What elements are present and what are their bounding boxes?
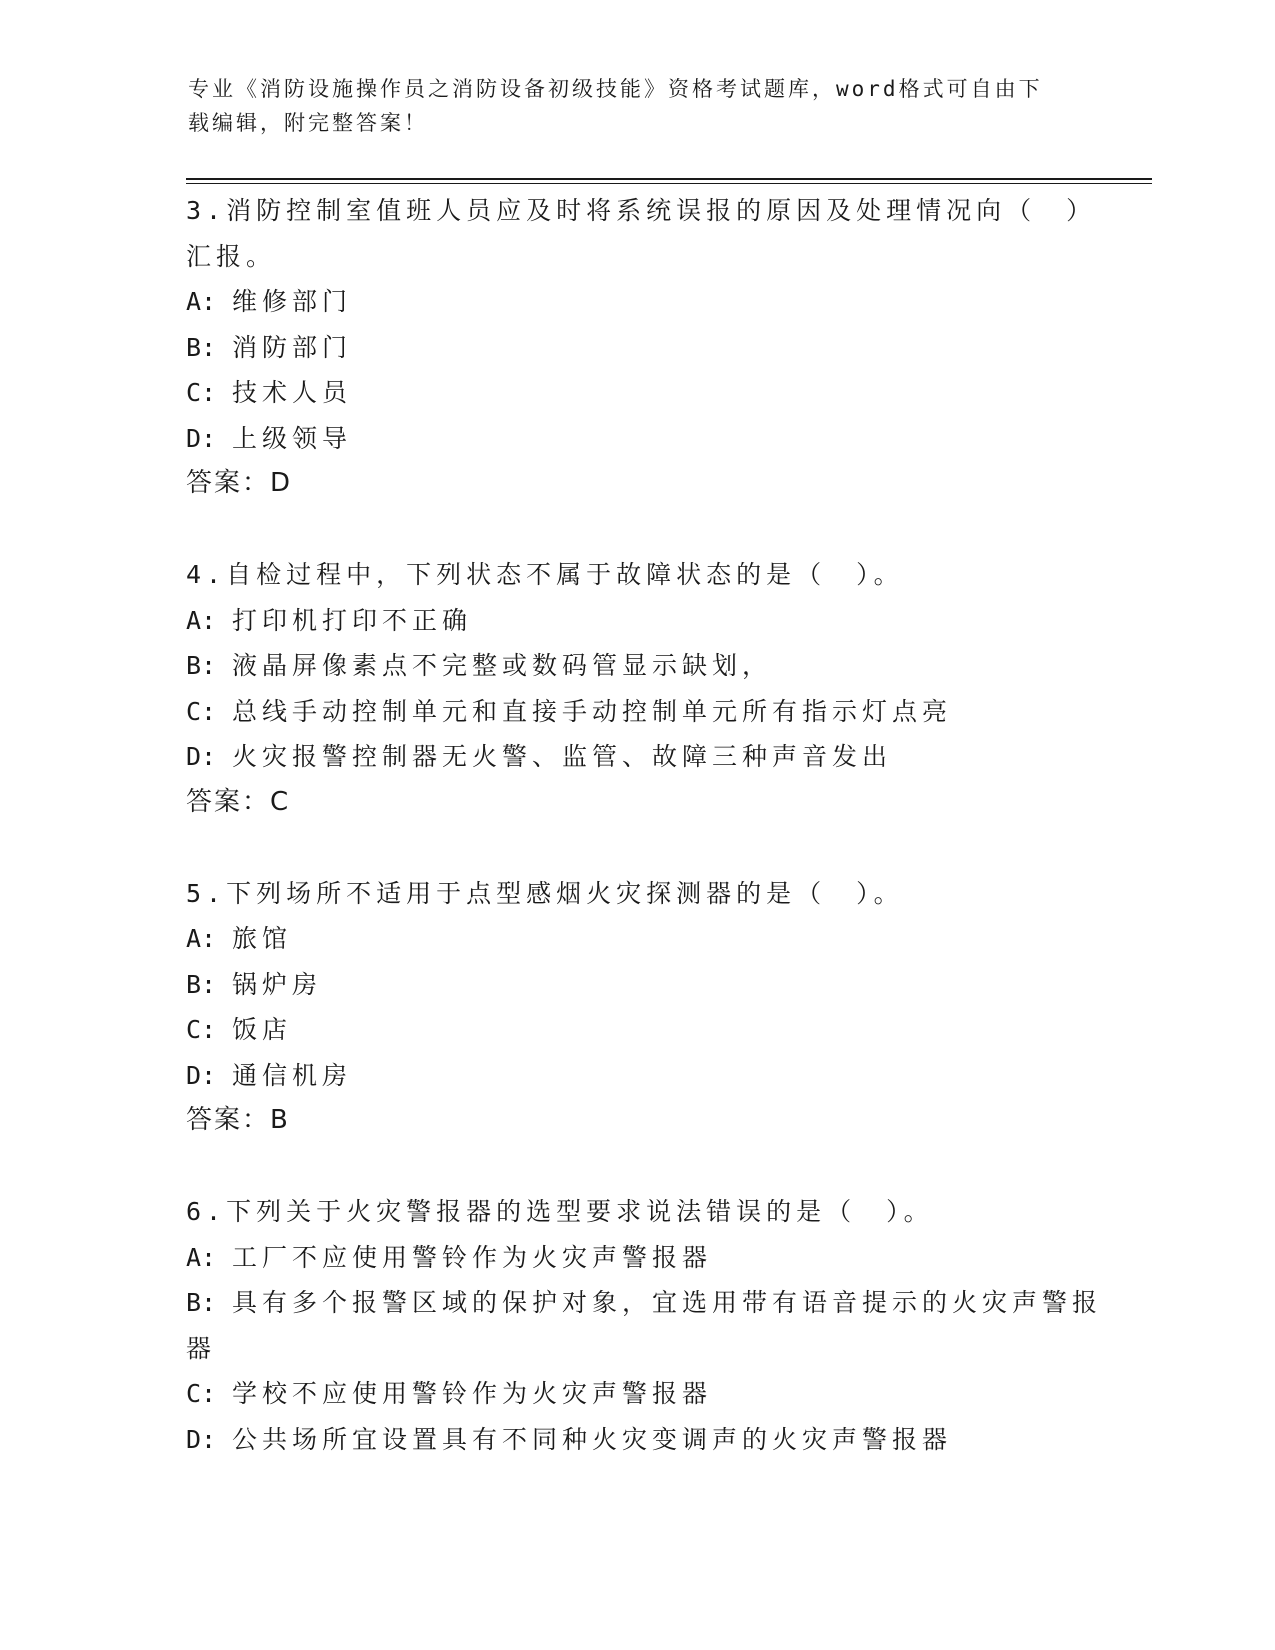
option-text: 火灾报警控制器无火警、监管、故障三种声音发出 [232,742,893,771]
spacer [186,1144,1126,1190]
question-stem: 5.下列场所不适用于点型感烟火灾探测器的是（ ）。 [186,878,904,908]
option-text: 技术人员 [232,378,353,407]
option-key: C: [186,378,217,407]
option-key: B: [186,651,217,680]
option-a [186,916,1126,962]
option-b [186,643,1126,689]
header-divider-thick [186,178,1152,180]
option-b [186,325,1126,371]
spacer [186,507,1126,553]
option-key: A: [186,924,217,953]
option-c [186,1007,1126,1053]
option-c [186,1371,1126,1417]
answer: 答案：D [186,468,293,498]
question-stem-continuation: 汇报。 [186,241,277,271]
option-b-continuation: 器 [186,1333,217,1363]
option-key: D: [186,423,217,453]
option-text: 上级领导 [232,423,353,453]
option-key: D: [186,1060,217,1090]
question-6 [186,1189,1126,1462]
answer: 答案：C [186,786,291,817]
question-stem: 4.自检过程中，下列状态不属于故障状态的是（ ）。 [186,560,904,589]
option-b [186,1280,1126,1326]
spacer [186,825,1126,871]
option-a [186,1235,1126,1281]
option-key: A: [186,605,217,635]
option-text: 通信机房 [232,1060,353,1090]
question-list [186,188,1126,1462]
option-text: 打印机打印不正确 [232,605,473,635]
option-key: B: [186,332,217,362]
option-key: B: [186,969,217,999]
option-c [186,370,1126,416]
header-line-1: 专业《消防设施操作员之消防设备初级技能》资格考试题库，word格式可自由下 [188,77,1043,101]
option-text: 锅炉房 [232,969,323,999]
document-header [188,72,1088,140]
option-key: C: [186,696,217,726]
option-c [186,689,1126,735]
option-d [186,734,1126,780]
option-d [186,416,1126,462]
question-4 [186,552,1126,825]
option-text: 公共场所宜设置具有不同种火灾变调声的火灾声警报器 [232,1424,953,1454]
option-a [186,279,1126,325]
answer: 答案：B [186,1105,290,1135]
question-stem: 6.下列关于火灾警报器的选型要求说法错误的是（ ）。 [186,1197,934,1226]
option-key: A: [186,287,217,316]
header-line-2: 载编辑，附完整答案！ [188,111,428,135]
option-key: D: [186,1424,217,1454]
option-text: 液晶屏像素点不完整或数码管显示缺划， [232,651,773,680]
option-text: 维修部门 [232,287,353,316]
option-text: 旅馆 [232,924,293,953]
option-key: A: [186,1242,217,1272]
option-text: 工厂不应使用警铃作为火灾声警报器 [232,1242,713,1272]
option-key: C: [186,1015,217,1044]
option-text: 总线手动控制单元和直接手动控制单元所有指示灯点亮 [232,696,953,726]
option-d [186,1053,1126,1099]
option-key: B: [186,1288,217,1317]
option-text: 饭店 [232,1015,293,1044]
question-5 [186,871,1126,1144]
option-text: 学校不应使用警铃作为火灾声警报器 [232,1379,713,1408]
option-a [186,598,1126,644]
option-key: D: [186,742,217,771]
question-3 [186,188,1126,507]
option-key: C: [186,1379,217,1408]
option-text: 具有多个报警区域的保护对象，宜选用带有语音提示的火灾声警报 [232,1288,1103,1317]
option-d [186,1417,1126,1463]
option-b [186,962,1126,1008]
header-divider-thin [186,183,1152,184]
option-text: 消防部门 [232,332,353,362]
question-stem: 3.消防控制室值班人员应及时将系统误报的原因及处理情况向（ ） [186,196,1097,225]
